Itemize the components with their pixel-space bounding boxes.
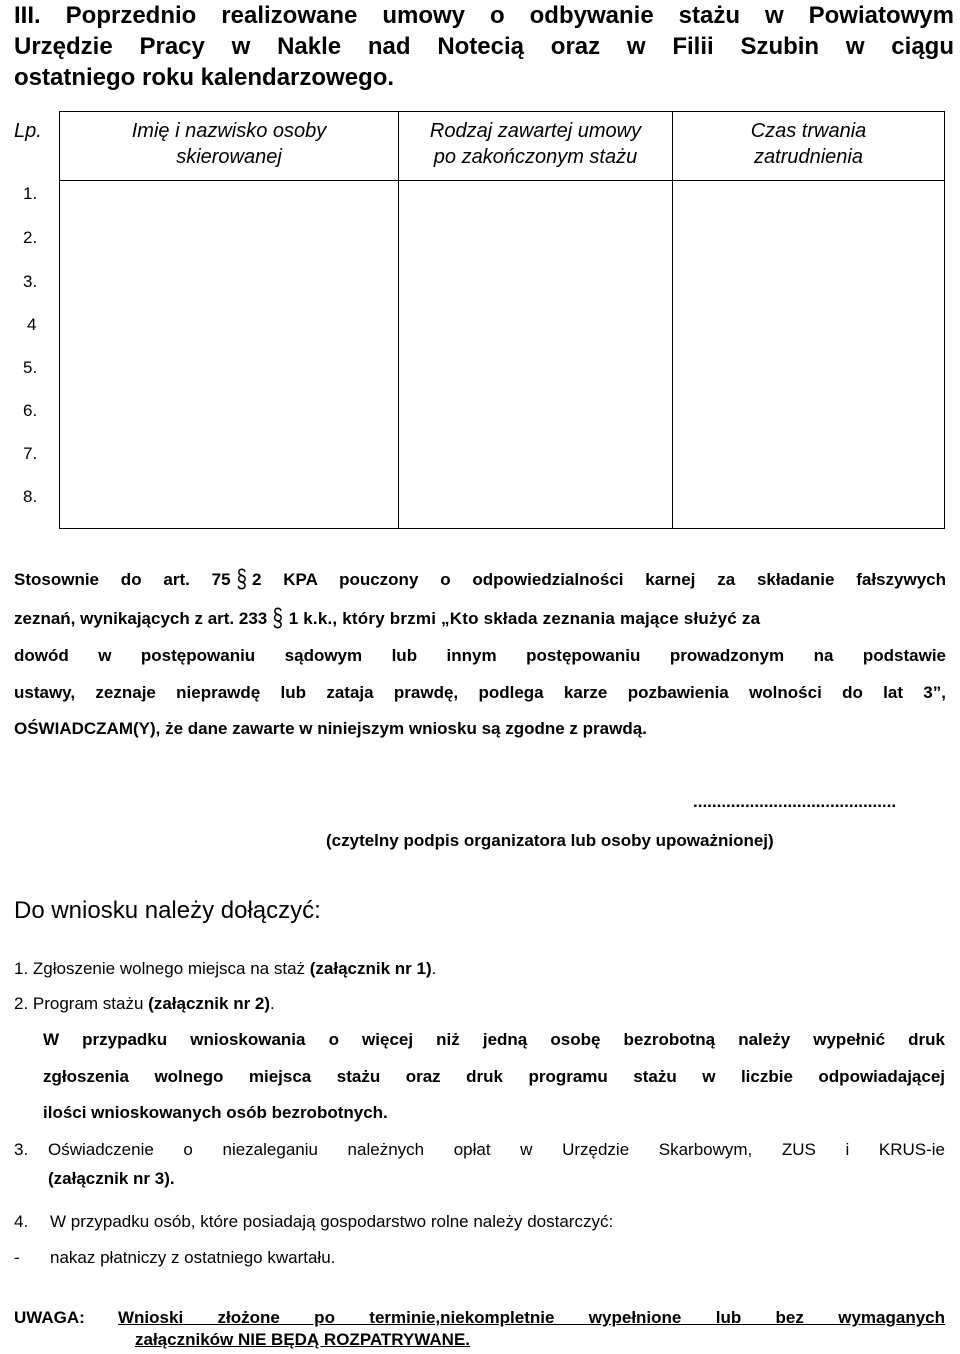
attachment-item-1-period: . [431, 959, 437, 978]
section-sign: § [236, 565, 247, 594]
note-line-3: ilości wnioskowanych osób bezrobotnych. [43, 1103, 388, 1122]
header-name-line-1: Imię i nazwisko osoby [131, 120, 327, 142]
warning-label: UWAGA: [14, 1308, 85, 1327]
row-number: 3. [23, 272, 38, 291]
header-contract-type [399, 118, 672, 170]
row-number: 6. [23, 401, 38, 420]
statement-line-1 [14, 565, 947, 594]
attachments-title: Do wniosku należy dołączyć: [14, 897, 321, 924]
attachment-item-3 [48, 1140, 945, 1189]
signature-caption: (czytelny podpis organizatora lub osoby upoważnionej) [326, 831, 774, 850]
statement-line-2 [14, 604, 946, 633]
statement-line-3: dowód w postępowaniu sądowym lub innym postępowaniu prowadzonym na podstawie [14, 646, 946, 665]
section-sign: § [272, 604, 284, 633]
header-time-line-2: zatrudnienia [754, 146, 863, 168]
warning-line-1 [118, 1308, 945, 1328]
row-number: 8. [23, 487, 38, 506]
row-number: 7. [23, 444, 38, 463]
table-header-border [60, 180, 945, 181]
table-vline-2 [398, 111, 399, 529]
signature-dots: ........................................... [693, 792, 897, 811]
attachment-item-2-text: 2. Program stażu [14, 994, 149, 1013]
header-type-line-1: Rodzaj zawartej umowy [429, 120, 642, 142]
attachment-sub-dash: - [14, 1248, 20, 1267]
attachment-item-2-period: . [270, 994, 275, 1013]
note-line-2: zgłoszenia wolnego miejsca stażu oraz druk programu stażu w liczbie odpowiadającej [43, 1067, 945, 1086]
attachment-item-4: W przypadku osób, które posiadają gospodarstwo rolne należy dostarczyć: [50, 1212, 614, 1231]
table-vline-3 [672, 111, 673, 529]
attachment-item-1 [14, 959, 436, 979]
attachment-item-2 [14, 994, 275, 1014]
header-type-line-2: po zakończonym stażu [433, 146, 638, 168]
header-name-line-2: skierowanej [176, 146, 282, 168]
statement-line-2b: 1 k.k., który brzmi „Kto składa zeznania mające służyć za [288, 609, 761, 628]
table-bottom-border [60, 528, 945, 529]
statement-line-5: OŚWIADCZAM(Y), że dane zawarte w niniejszym wniosku są zgodne z prawdą. [14, 719, 647, 738]
heading-line-3: ostatniego roku kalendarzowego. [14, 64, 395, 91]
row-number: 5. [23, 358, 38, 377]
warning-line-1-text: Wnioski złożone po terminie,niekompletnie wypełnione lub bez wymaganych [118, 1308, 945, 1327]
attachment-item-4-sub: nakaz płatniczy z ostatniego kwartału. [50, 1248, 336, 1267]
header-duration [673, 118, 944, 170]
heading-line-2: Urzędzie Pracy w Nakle nad Notecią oraz w Filii Szubin w ciągu [14, 33, 954, 60]
row-number: 4 [27, 315, 37, 334]
section-heading [14, 0, 954, 93]
attachment-item-4-number: 4. [14, 1212, 29, 1231]
table-vline-1 [59, 111, 60, 529]
attachment-item-1-ref: (załącznik nr 1) [309, 959, 432, 978]
warning-line-2: załączników NIE BĘDĄ ROZPATRYWANE. [135, 1330, 471, 1349]
attachment-item-3-number: 3. [14, 1140, 29, 1159]
attachment-item-2-ref: (załącznik nr 2) [148, 994, 271, 1013]
heading-line-1: III. Poprzednio realizowane umowy o odbywanie stażu w Powiatowym [14, 2, 954, 29]
statement-line-1a: Stosownie do art. 75 [14, 570, 231, 589]
table-top-border [60, 111, 945, 112]
header-time-line-1: Czas trwania [750, 120, 867, 142]
statement-line-2a: zeznań, wynikających z art. 233 [14, 609, 268, 628]
statement-line-1b: 2 KPA pouczony o odpowiedzialności karnej za składanie fałszywych [252, 570, 947, 589]
header-lp: Lp. [14, 120, 42, 142]
row-number: 1. [23, 184, 38, 203]
header-name [60, 118, 398, 170]
row-number: 2. [23, 228, 38, 247]
note-line-1: W przypadku wnioskowania o więcej niż jedną osobę bezrobotną należy wypełnić druk [43, 1030, 945, 1049]
attachment-item-3-line-2: (załącznik nr 3). [48, 1169, 175, 1188]
attachment-item-1-text: 1. Zgłoszenie wolnego miejsca na staż [14, 959, 310, 978]
statement-line-4: ustawy, zeznaje nieprawdę lub zataja prawdę, podlega karze pozbawienia wolności do lat 3”, [14, 683, 946, 702]
attachment-item-3-line-1: Oświadczenie o niezaleganiu należnych opłat w Urzędzie Skarbowym, ZUS i KRUS-ie [48, 1140, 945, 1159]
table-vline-4 [944, 111, 945, 529]
